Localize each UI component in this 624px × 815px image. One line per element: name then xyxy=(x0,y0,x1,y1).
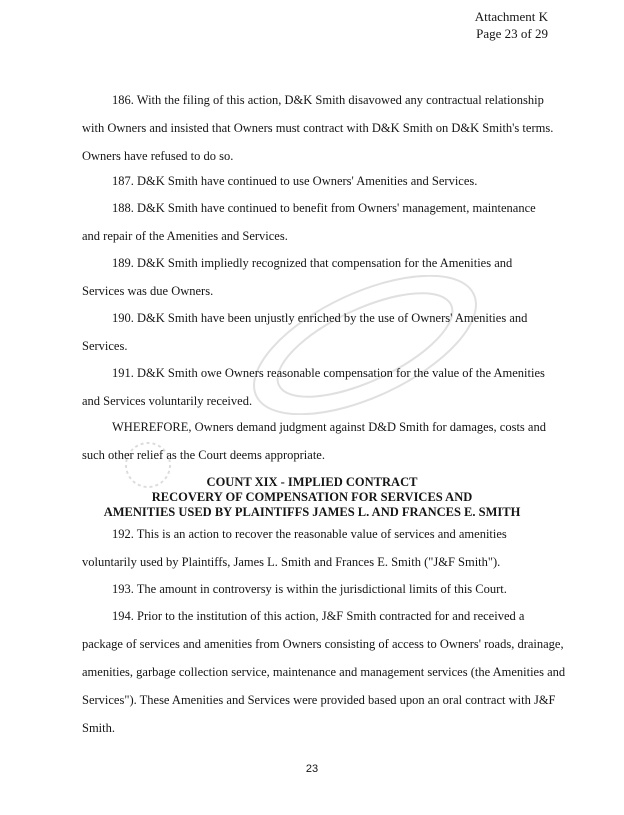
text-line: 193. The amount in controversy is within the jurisdictional limits of this Court. xyxy=(112,582,507,596)
text-line: 189. D&K Smith impliedly recognized that compensation for the Amenities and xyxy=(112,256,513,270)
text-line: with Owners and insisted that Owners must contract with D&K Smith on D&K Smith's terms. xyxy=(82,121,554,135)
page-indicator: Page 23 of 29 xyxy=(476,26,548,41)
paragraph-188 xyxy=(82,194,542,250)
count-heading xyxy=(82,475,542,520)
text-line: 190. D&K Smith have been unjustly enriched by the use of Owners' Amenities and xyxy=(112,311,528,325)
text-line: amenities, garbage collection service, maintenance and management services (the Amenities and xyxy=(82,665,566,679)
page-number: 23 xyxy=(305,763,319,775)
paragraph-189 xyxy=(82,249,542,305)
wherefore-clause xyxy=(82,413,546,469)
text-line: such other relief as the Court deems appropriate. xyxy=(82,448,325,462)
text-line: Services"). These Amenities and Services were provided based upon an oral contract with J&F xyxy=(82,693,556,707)
text-line: Owners have refused to do so. xyxy=(82,149,234,163)
paragraph-193 xyxy=(82,575,542,603)
text-line: 187. D&K Smith have continued to use Owners' Amenities and Services. xyxy=(112,174,478,188)
heading-line: RECOVERY OF COMPENSATION FOR SERVICES AND xyxy=(151,490,473,504)
text-line: 188. D&K Smith have continued to benefit from Owners' management, maintenance xyxy=(112,201,536,215)
paragraph-192 xyxy=(82,520,542,576)
text-line: and repair of the Amenities and Services. xyxy=(82,229,288,243)
text-line: Services. xyxy=(82,339,128,353)
heading-line: AMENITIES USED BY PLAINTIFFS JAMES L. AND FRANCES E. SMITH xyxy=(103,505,521,519)
text-line: 191. D&K Smith owe Owners reasonable compensation for the value of the Amenities xyxy=(112,366,545,380)
text-line: 186. With the filing of this action, D&K Smith disavowed any contractual relationship xyxy=(112,93,544,107)
paragraph-191 xyxy=(82,359,545,415)
paragraph-187 xyxy=(82,167,542,195)
text-line: voluntarily used by Plaintiffs, James L. Smith and Frances E. Smith ("J&F Smith"). xyxy=(82,555,501,569)
text-line: and Services voluntarily received. xyxy=(82,394,253,408)
paragraph-194 xyxy=(82,602,566,742)
paragraph-190 xyxy=(82,304,542,360)
text-line: WHEREFORE, Owners demand judgment against D&D Smith for damages, costs and xyxy=(112,420,546,434)
text-line: 194. Prior to the institution of this action, J&F Smith contracted for and received a xyxy=(112,609,525,623)
text-line: 192. This is an action to recover the reasonable value of services and amenities xyxy=(112,527,507,541)
attachment-header xyxy=(475,8,548,42)
text-line: Services was due Owners. xyxy=(82,284,214,298)
attachment-label: Attachment K xyxy=(474,9,548,24)
heading-line: COUNT XIX - IMPLIED CONTRACT xyxy=(206,475,418,489)
text-line: package of services and amenities from Owners consisting of access to Owners' roads, drainage, xyxy=(82,637,564,651)
text-line: Smith. xyxy=(82,721,115,735)
paragraph-186 xyxy=(82,86,554,170)
